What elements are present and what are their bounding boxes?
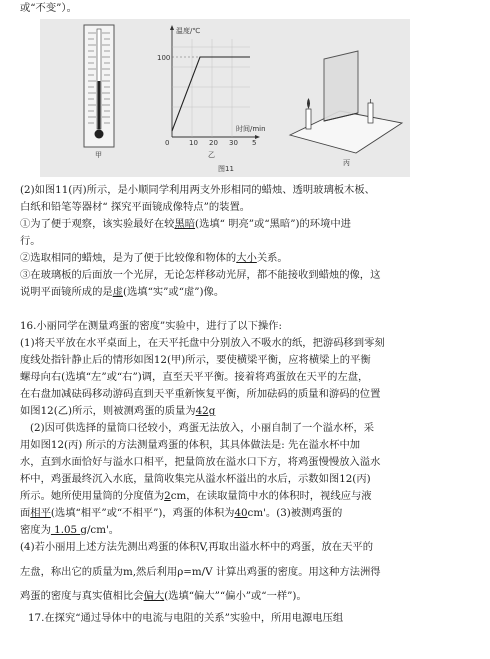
answer-level: 相平 <box>30 507 51 519</box>
q2-line-2: 白纸和铅笔等器材“ 探究平面镜成像特点”的装置。 <box>20 201 251 213</box>
graph-origin: 0 <box>165 139 170 147</box>
label-bing: 丙 <box>343 159 350 167</box>
q2-line-3: ①为了便于观察，该实验最好在较黑暗(选填“ 明亮”或“黑暗”)的环境中进 <box>20 218 351 230</box>
q16-line-14: (4)若小丽用上述方法先测出鸡蛋的体积V,再取出溢水杯中的鸡蛋，放在天平的 <box>20 541 373 553</box>
answer-mass: 42g <box>195 405 216 417</box>
q16-line-16: 鸡蛋的密度与真实值相比会偏大(选填“偏大”“偏小”或“一样”)。 <box>20 590 307 602</box>
answer-density: 1.05 <box>50 524 81 536</box>
graph-tick-x3: 30 <box>229 139 238 147</box>
label-yi: 乙 <box>208 151 215 159</box>
graph-x-mark: 5 <box>252 139 257 147</box>
q2-line-4: 行。 <box>20 235 41 247</box>
graph-tick-x1: 10 <box>189 139 198 147</box>
answer-division: 2 <box>164 490 171 502</box>
answer-compare: 偏大 <box>143 590 165 602</box>
q16-line-5: 在右盘加减砝码移动游码直到天平重新恢复平衡，所加砝码的质量和游码的位置 <box>20 388 381 400</box>
q2-line-7: 说明平面镜所成的是虚(选填“实”或“虚”)像。 <box>20 286 225 298</box>
answer-virtual: 虚 <box>112 286 123 298</box>
q16-line-10: 杯中，鸡蛋最终沉入水底，量筒收集完从溢水杯溢出的水后，示数如图12(丙) <box>20 473 371 485</box>
temperature-graph <box>157 25 266 159</box>
q2-line-5: ②选取相同的蜡烛，是为了便于比较像和物体的大小关系。 <box>20 252 288 264</box>
graph-xlabel: 时间/min <box>236 125 266 133</box>
q16-line-13: 密度为 1.05 g/cm'。 <box>20 524 120 536</box>
q16-line-8: 用如图12(丙) 所示的方法测量鸡蛋的体积，其具体做法是: 先在溢水杯中加 <box>20 439 361 451</box>
q2-line-1: (2)如图11(丙)所示，是小顺同学利用两支外形相同的蜡烛、透明玻璃板木板、 <box>20 184 375 196</box>
q16-title: 16.小丽同学在测量鸡蛋的密度”实验中，进行了以下操作: <box>20 320 282 332</box>
q2-line-6: ③在玻璃板的后面放一个光屏，无论怎样移动光屏，都不能接收到蜡烛的像，这 <box>20 269 381 281</box>
q16-line-9: 水，直到水面恰好与溢水口相平，把量筒放在溢水口下方，将鸡蛋慢慢放入溢水 <box>20 456 381 468</box>
q16-line-15: 左盘，称出它的质量为m,然后利用ρ=m/V 计算出鸡蛋的密度。用这种方法洲得 <box>20 566 381 578</box>
figure-11 <box>40 19 410 177</box>
label-jia: 甲 <box>95 151 102 159</box>
plane-mirror-setup <box>290 51 402 167</box>
q16-line-11: 所示。她所使用量筒的分度值为2cm，在读取量筒中水的体积时，视线应与液 <box>20 490 372 502</box>
graph-ylabel: 温度/℃ <box>176 27 201 35</box>
answer-dark: 黑暗 <box>174 218 196 230</box>
q17-line-1: 17.在探究“通过导体中的电流与电阻的关系”实验中，所用电源电压组 <box>28 612 344 624</box>
figure-caption: 图11 <box>218 165 234 173</box>
q16-line-3: 度线处指针静止后的情形如图12(甲)所示，要使横梁平衡，应将横梁上的平衡 <box>20 354 371 366</box>
top-fragment: 或“不变”）。 <box>20 2 77 14</box>
q16-line-4: 螺母向右(选填“左”或“右”)调，直至天平平衡。接着将鸡蛋放在天平的左盘， <box>20 371 369 383</box>
thermometer-diagram <box>84 25 114 159</box>
q16-line-7: (2)因可供选择的量筒口径较小，鸡蛋无法放入，小丽自制了一个溢水杯，采 <box>30 422 375 434</box>
graph-tick-x2: 20 <box>209 139 218 147</box>
graph-tick-y: 100 <box>157 54 171 62</box>
answer-size: 大小 <box>236 252 257 264</box>
answer-volume: 40 <box>234 507 248 519</box>
q16-line-2: (1)将天平放在水平桌面上，在天平托盘中分别放入不吸水的纸，把游码移到零刻 <box>20 337 385 349</box>
q16-line-12: 面相平(选填“相平”或“不相平”)，鸡蛋的体积为40cm'。(3)被测鸡蛋的 <box>20 507 343 519</box>
q16-line-6: 如图12(乙)所示，则被测鸡蛋的质量为42g <box>20 405 216 417</box>
